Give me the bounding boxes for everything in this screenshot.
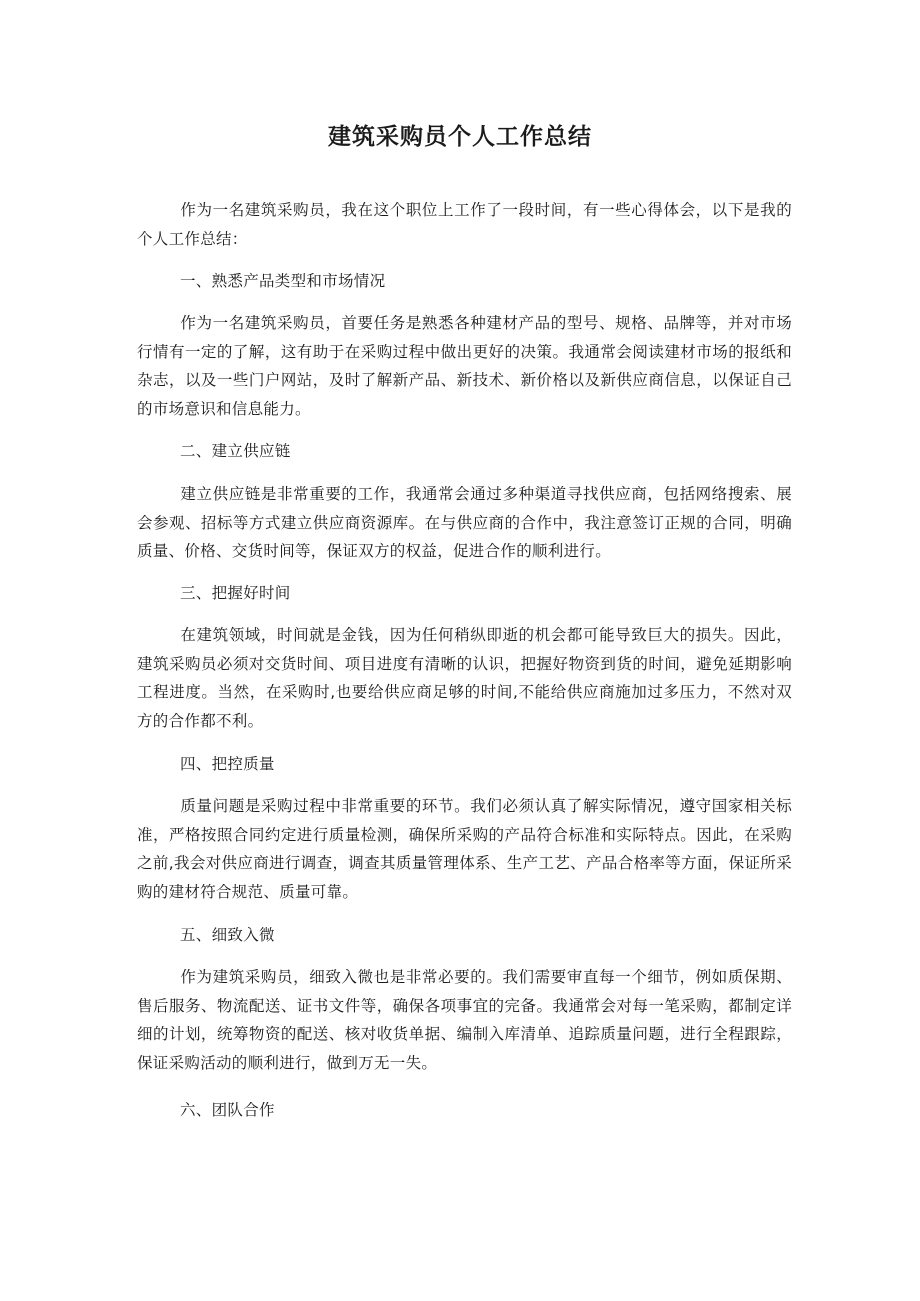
section-body-3: 在建筑领域，时间就是金钱，因为任何稍纵即逝的机会都可能导致巨大的损失。因此，建筑采购员必须对交货时间、项目进度有清晰的认识，把握好物资到货的时间，避免延期影响工程进度。当然，在采购时,也要给供应商足够的时间,不能给供应商施加过多压力，不然对双方的合作都不利。 xyxy=(137,626,792,730)
section-body-2: 建立供应链是非常重要的工作，我通常会通过多种渠道寻找供应商，包括网络搜索、展会参观、招标等方式建立供应商资源库。在与供应商的合作中，我注意签订正规的合同，明确质量、价格、交货时间等，保证双方的权益，促进合作的顺利进行。 xyxy=(137,485,792,560)
section-heading-5: 五、细致入微 xyxy=(180,926,275,944)
section-heading-2: 二、建立供应链 xyxy=(180,442,291,460)
section-heading-6: 六、团队合作 xyxy=(180,1101,275,1119)
intro-paragraph: 作为一名建筑采购员，我在这个职位上工作了一段时间，有一些心得体会，以下是我的个人工作总结： xyxy=(137,201,792,248)
section-heading-3: 三、把握好时间 xyxy=(180,584,291,602)
section-heading-1: 一、熟悉产品类型和市场情况 xyxy=(180,272,386,290)
section-heading-4: 四、把控质量 xyxy=(180,755,275,773)
section-body-5: 作为建筑采购员，细致入微也是非常必要的。我们需要审直每一个细节，例如质保期、售后服务、物流配送、证书文件等，确保各项事宜的完备。我通常会对每一笔采购，都制定详细的计划，统筹物资的配送、核对收货单据、编制入库清单、追踪质量问题，进行全程跟踪，保证采购活动的顺利进行，做到万无一失。 xyxy=(137,968,792,1072)
section-body-4: 质量问题是采购过程中非常重要的环节。我们必须认真了解实际情况，遵守国家相关标准，严格按照合同约定进行质量检测，确保所采购的产品符合标准和实际特点。因此，在采购之前,我会对供应商进行调查，调查其质量管理体系、生产工艺、产品合格率等方面，保证所采购的建材符合规范、质量可靠。 xyxy=(137,797,792,901)
section-body-1: 作为一名建筑采购员，首要任务是熟悉各种建材产品的型号、规格、品牌等，并对市场行情有一定的了解，这有助于在采购过程中做出更好的决策。我通常会阅读建材市场的报纸和杂志，以及一些门户网站，及时了解新产品、新技术、新价格以及新供应商信息，以保证自己的市场意识和信息能力。 xyxy=(137,314,792,418)
document-title: 建筑采购员个人工作总结 xyxy=(328,124,592,150)
